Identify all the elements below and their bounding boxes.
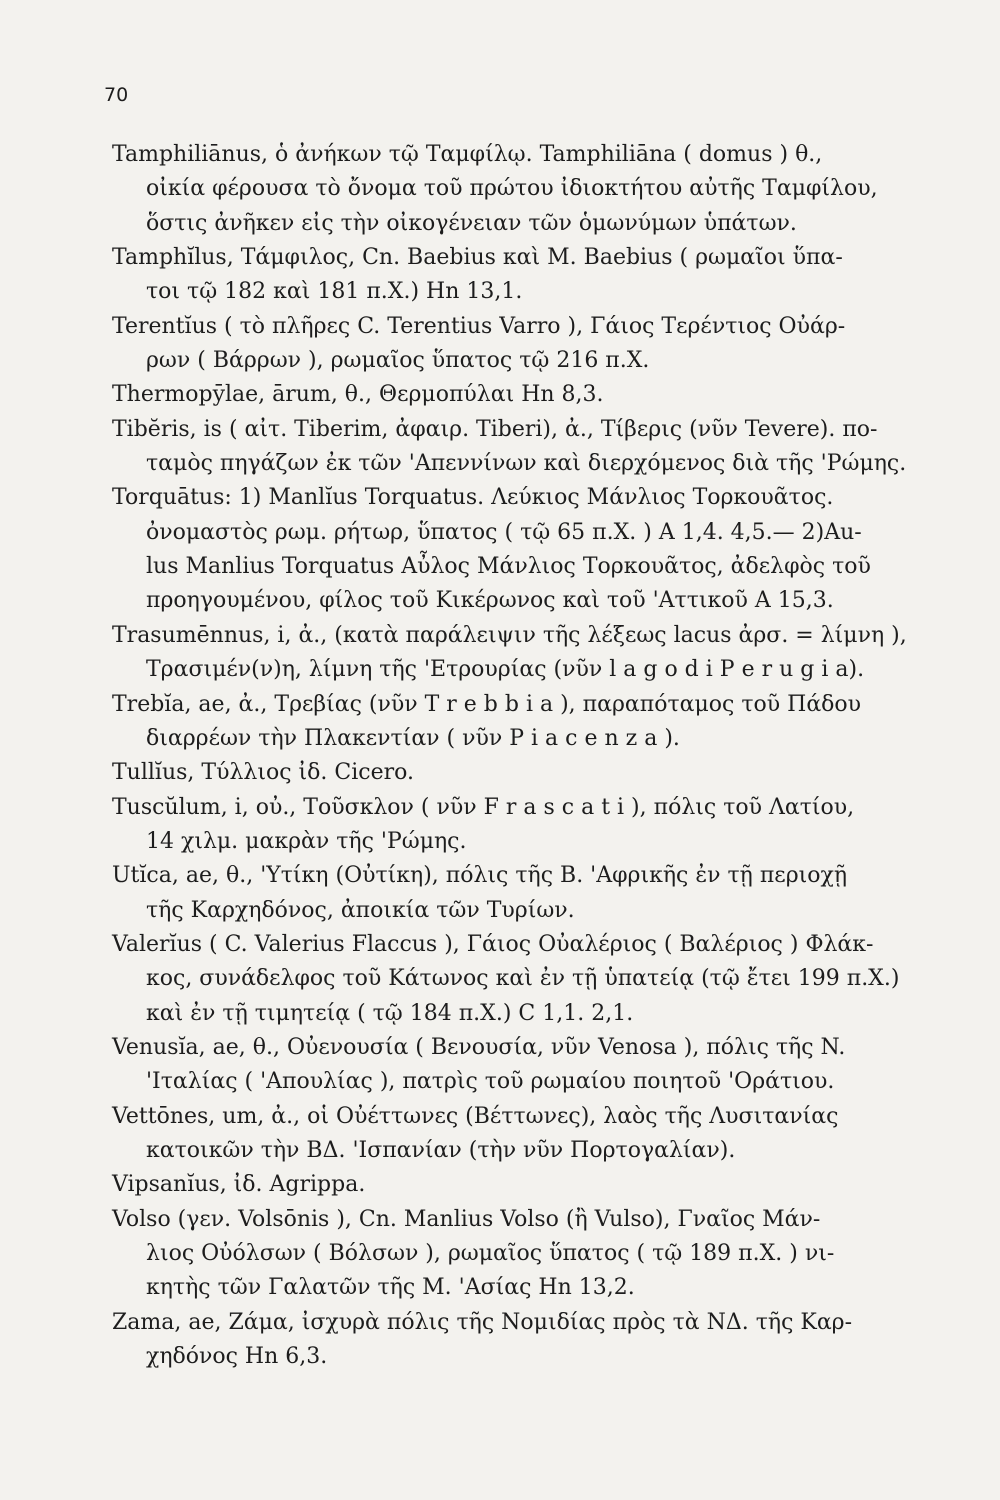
entry-continuation-line: λιος Οὐόλσων ( Βόλσων ), ρωμαῖος ὕπατος ( τῷ 189 π.Χ. ) νι- bbox=[146, 1241, 835, 1266]
entry-continuation-line: κος, συνάδελφος τοῦ Κάτωνος καὶ ἐν τῇ ὑπατείᾳ (τῷ ἔτει 199 π.Χ.) bbox=[146, 966, 900, 992]
entry-headword-line: Tamphiliānus, ὁ ἀνήκων τῷ Ταμφίλῳ. Tamphiliāna ( domus ) θ., bbox=[112, 142, 823, 167]
entry-continuation-line: προηγουμένου, φίλος τοῦ Κικέρωνος καὶ τοῦ 'Αττικοῦ A 15,3. bbox=[146, 588, 834, 614]
glossary-entry bbox=[112, 138, 982, 241]
entry-continuation-line: χηδόνος Hn 6,3. bbox=[146, 1344, 328, 1370]
glossary-entry bbox=[112, 619, 982, 756]
entry-continuation-line: 14 χιλμ. μακρὰν τῆς 'Ρώμης. bbox=[146, 828, 467, 854]
entry-continuation-line: τοι τῷ 182 καὶ 181 π.Χ.) Hn 13,1. bbox=[146, 279, 523, 305]
glossary-entry bbox=[112, 1100, 982, 1169]
glossary-entry bbox=[112, 928, 982, 1031]
entry-continuation-line: κατοικῶν τὴν ΒΔ. 'Ισπανίαν (τὴν νῦν Πορτογαλίαν). bbox=[146, 1137, 736, 1163]
entry-headword-line: Thermopȳlae, ārum, θ., Θερμοπύλαι Hn 8,3. bbox=[112, 382, 604, 408]
glossary-entry bbox=[112, 310, 982, 379]
entry-continuation-line: 'Ιταλίας ( 'Απουλίας ), πατρὶς τοῦ ρωμαίου ποιητοῦ 'Οράτιου. bbox=[146, 1069, 835, 1095]
page-number: 70 bbox=[104, 84, 129, 106]
entry-headword-line: Tamphĭlus, Τάμφιλος, Cn. Baebius καὶ M. Baebius ( ρωμαῖοι ὕπα- bbox=[112, 245, 843, 271]
entry-continuation-line: ὅστις ἀνῆκεν εἰς τὴν οἰκογένειαν τῶν ὁμωνύμων ὑπάτων. bbox=[146, 210, 797, 236]
entry-headword-line: Volso (γεν. Volsōnis ), Cn. Manlius Volso (ἢ Vulso), Γναῖος Μάν- bbox=[112, 1206, 821, 1232]
entry-headword-line: Zama, ae, Ζάμα, ἰσχυρὰ πόλις τῆς Νομιδίας πρὸς τὰ ΝΔ. τῆς Καρ- bbox=[112, 1309, 853, 1335]
entry-continuation-line: ὀνομαστὸς ρωμ. ρήτωρ, ὕπατος ( τῷ 65 π.Χ. ) A 1,4. 4,5.— 2)Au- bbox=[146, 519, 862, 545]
entry-headword-line: Tuscŭlum, i, οὐ., Τοῦσκλον ( νῦν F r a s c a t i ), πόλις τοῦ Λατίου, bbox=[112, 794, 855, 820]
glossary-entry bbox=[112, 481, 982, 618]
entry-headword-line: Torquātus: 1) Manlĭus Torquatus. Λεύκιος Μάνλιος Τορκουᾶτος. bbox=[112, 485, 834, 511]
glossary-entry bbox=[112, 1306, 982, 1375]
glossary-entry bbox=[112, 791, 982, 860]
entry-headword-line: Vipsanĭus, ἰδ. Agrippa. bbox=[112, 1172, 366, 1198]
entry-continuation-line: καὶ ἐν τῇ τιμητείᾳ ( τῷ 184 π.Χ.) C 1,1. 2,1. bbox=[146, 1000, 634, 1026]
entry-continuation-line: διαρρέων τὴν Πλακεντίαν ( νῦν P i a c e n z a ). bbox=[146, 725, 680, 751]
glossary-entry bbox=[112, 413, 982, 482]
entry-headword-line: Valerĭus ( C. Valerius Flaccus ), Γάιος Οὐαλέριος ( Βαλέριος ) Φλάκ- bbox=[112, 931, 874, 957]
glossary-entry bbox=[112, 859, 982, 928]
entry-continuation-line: Τρασιμέν(ν)η, λίμνη τῆς 'Ετρουρίας (νῦν l a g o d i P e r u g i a). bbox=[146, 657, 865, 683]
entry-continuation-line: οἰκία φέρουσα τὸ ὄνομα τοῦ πρώτου ἰδιοκτήτου αὐτῆς Ταμφίλου, bbox=[146, 176, 878, 202]
entry-headword-line: Vettōnes, um, ἀ., οἱ Οὐέττωνες (Βέττωνες), λαὸς τῆς Λυσιτανίας bbox=[112, 1103, 839, 1129]
entry-headword-line: Trasumēnnus, i, ἀ., (κατὰ παράλειψιν τῆς λέξεως lacus ἀρσ. = λίμνη ), bbox=[112, 622, 907, 648]
entry-headword-line: Venusĭa, ae, θ., Οὐενουσία ( Βενουσία, νῦν Venosa ), πόλις τῆς N. bbox=[112, 1034, 846, 1060]
glossary-entry bbox=[112, 378, 982, 412]
entry-continuation-line: τῆς Καρχηδόνος, ἀποικία τῶν Τυρίων. bbox=[146, 897, 575, 923]
glossary-entry bbox=[112, 1203, 982, 1306]
entry-continuation-line: ταμὸς πηγάζων ἐκ τῶν 'Απεννίνων καὶ διερχόμενος διὰ τῆς 'Ρώμης. bbox=[146, 451, 907, 477]
entry-headword-line: Tibĕris, is ( αἰτ. Tiberim, ἀφαιρ. Tiberi), ἀ., Τίβερις (νῦν Tevere). πο- bbox=[112, 416, 878, 442]
entry-headword-line: Utĭca, ae, θ., 'Υτίκη (Οὐτίκη), πόλις τῆς B. 'Αφρικῆς ἐν τῇ περιοχῇ bbox=[112, 863, 848, 889]
entry-continuation-line: ρων ( Βάρρων ), ρωμαῖος ὕπατος τῷ 216 π.Χ. bbox=[146, 348, 650, 374]
entry-continuation-line: κητὴς τῶν Γαλατῶν τῆς M. 'Ασίας Hn 13,2. bbox=[146, 1275, 635, 1301]
entry-continuation-line: lus Manlius Torquatus Αὖλος Μάνλιος Τορκουᾶτος, ἀδελφὸς τοῦ bbox=[146, 554, 871, 580]
entry-continuation-line: Trebĭa, ae, ἀ., Τρεβίας (νῦν T r e b b i a ), παραπόταμος τοῦ Πάδου bbox=[112, 691, 862, 717]
entry-headword-line: Tullĭus, Τύλλιος ἰδ. Cicero. bbox=[112, 760, 414, 786]
glossary-entry bbox=[112, 756, 982, 790]
glossary-entry bbox=[112, 1168, 982, 1202]
glossary-entry bbox=[112, 241, 982, 310]
glossary-entry bbox=[112, 1031, 982, 1100]
glossary-entries bbox=[112, 138, 982, 1374]
entry-headword-line: Terentĭus ( τὸ πλῆρες C. Terentius Varro ), Γάιος Τερέντιος Οὐάρ- bbox=[112, 313, 846, 339]
